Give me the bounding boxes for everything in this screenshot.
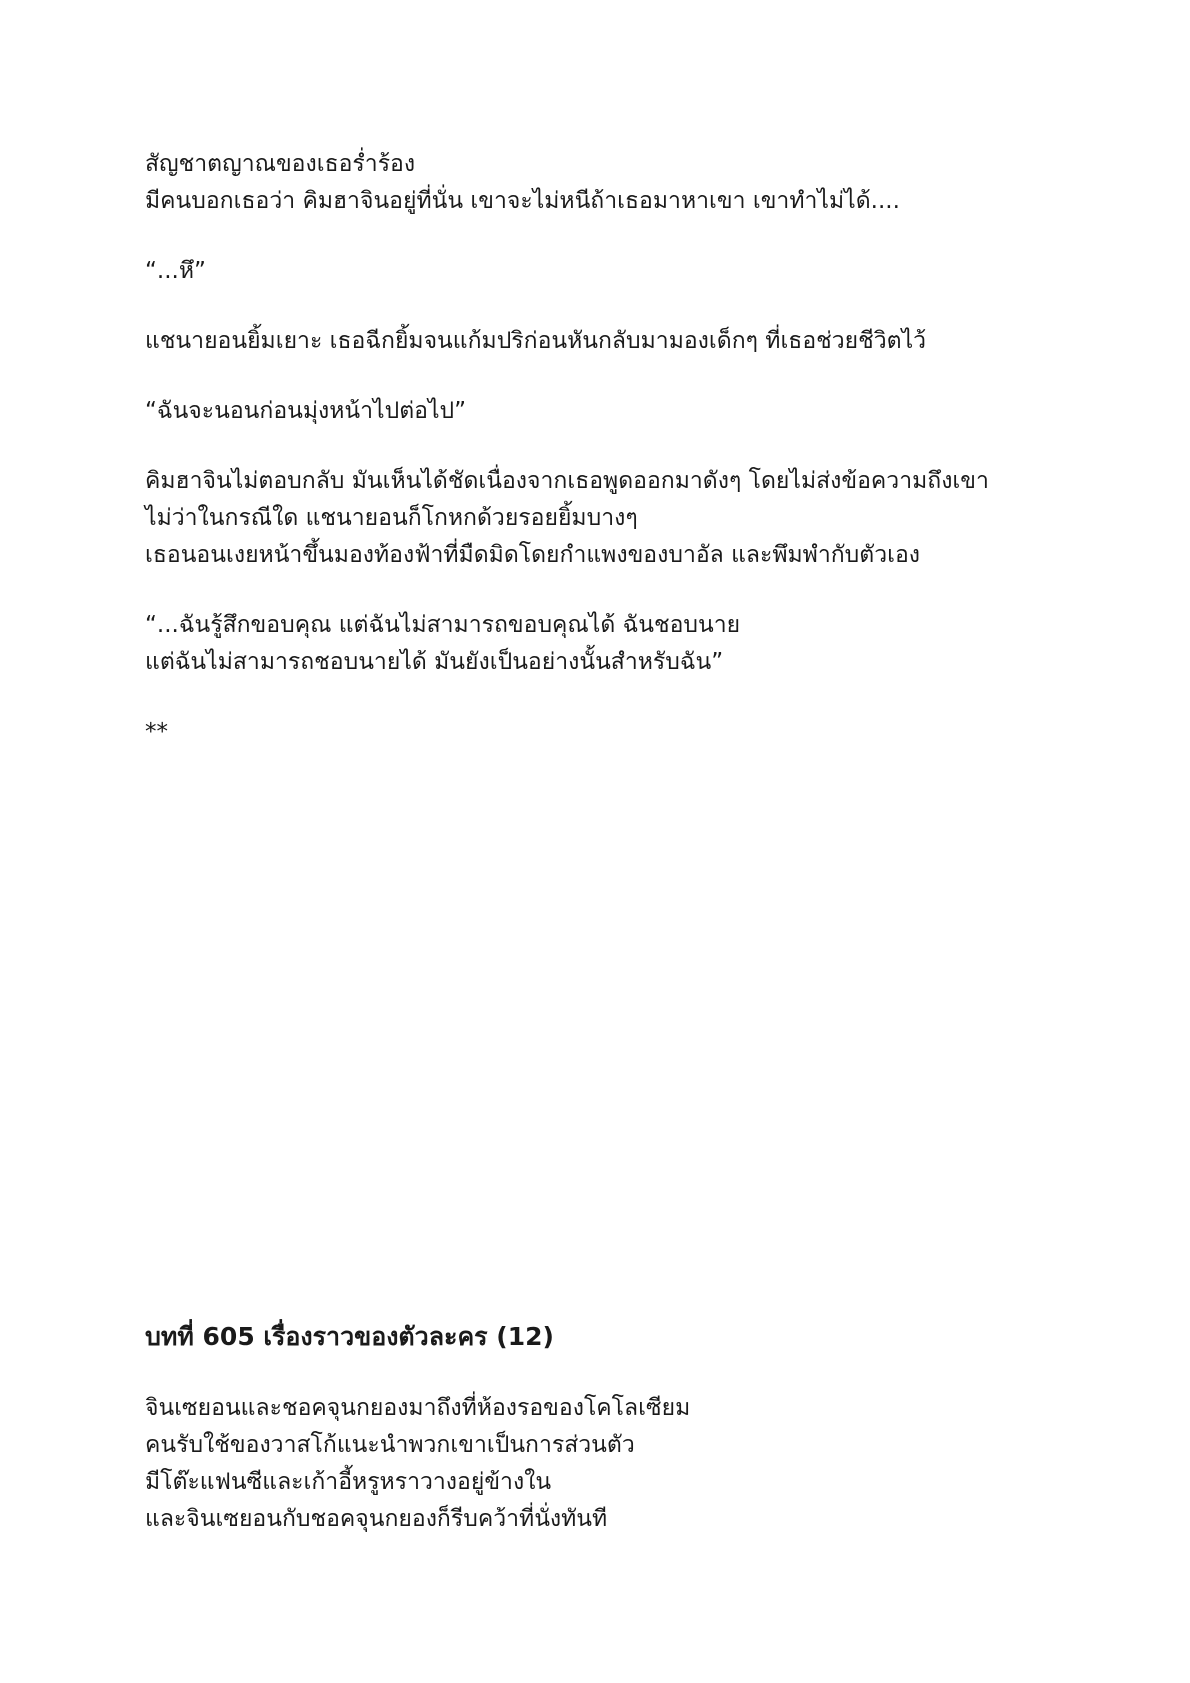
paragraph-line: สัญชาตญาณของเธอร่ำร้อง: [145, 151, 416, 177]
paragraph-line: จินเซยอนและชอคจุนกยองมาถึงที่ห้องรอของโคโลเซียม: [145, 1395, 691, 1421]
paragraph-line: คนรับใช้ของวาสโก้แนะนำพวกเขาเป็นการส่วนตัว: [145, 1432, 635, 1458]
paragraph-line: และจินเซยอนกับชอคจุนกยองก็รีบคว้าที่นั่งทันที: [145, 1506, 608, 1532]
paragraph-line: แชนายอนยิ้มเยาะ เธอฉีกยิ้มจนแก้มปริก่อนหันกลับมามองเด็กๆ ที่เธอช่วยชีวิตไว้: [145, 328, 927, 354]
paragraph-line: ไม่ว่าในกรณีใด แชนายอนก็โกหกด้วยรอยยิ้มบางๆ: [145, 505, 638, 531]
chapter-section: [145, 1318, 1065, 1538]
paragraph-line: มีโต๊ะแฟนซีและเก้าอี้หรูหราวางอยู่ข้างใน: [145, 1469, 552, 1495]
dialogue-line: แต่ฉันไม่สามารถชอบนายได้ มันยังเป็นอย่างนั้นสำหรับฉัน”: [145, 649, 724, 675]
paragraph-line: มีคนบอกเธอว่า คิมฮาจินอยู่ที่นั่น เขาจะไม่หนีถ้าเธอมาหาเขา เขาทำไม่ได้....: [145, 188, 900, 214]
scene-separator: **: [145, 719, 168, 745]
chapter-title: บทที่ 605 เรื่องราวของตัวละคร (12): [145, 1322, 554, 1351]
dialogue-line: “...ฉันรู้สึกขอบคุณ แต่ฉันไม่สามารถขอบคุณได้ ฉันชอบนาย: [145, 612, 741, 638]
dialogue-line: “...หึ”: [145, 258, 206, 284]
paragraph-line: คิมฮาจินไม่ตอบกลับ มันเห็นได้ชัดเนื่องจากเธอพูดออกมาดังๆ โดยไม่ส่งข้อความถึงเขา: [145, 468, 989, 494]
paragraph-line: เธอนอนเงยหน้าขึ้นมองท้องฟ้าที่มืดมิดโดยกำแพงของบาอัล และพึมพำกับตัวเอง: [145, 542, 921, 568]
dialogue-line: “ฉันจะนอนก่อนมุ่งหน้าไปต่อไป”: [145, 398, 467, 424]
document-body: [145, 146, 1065, 751]
